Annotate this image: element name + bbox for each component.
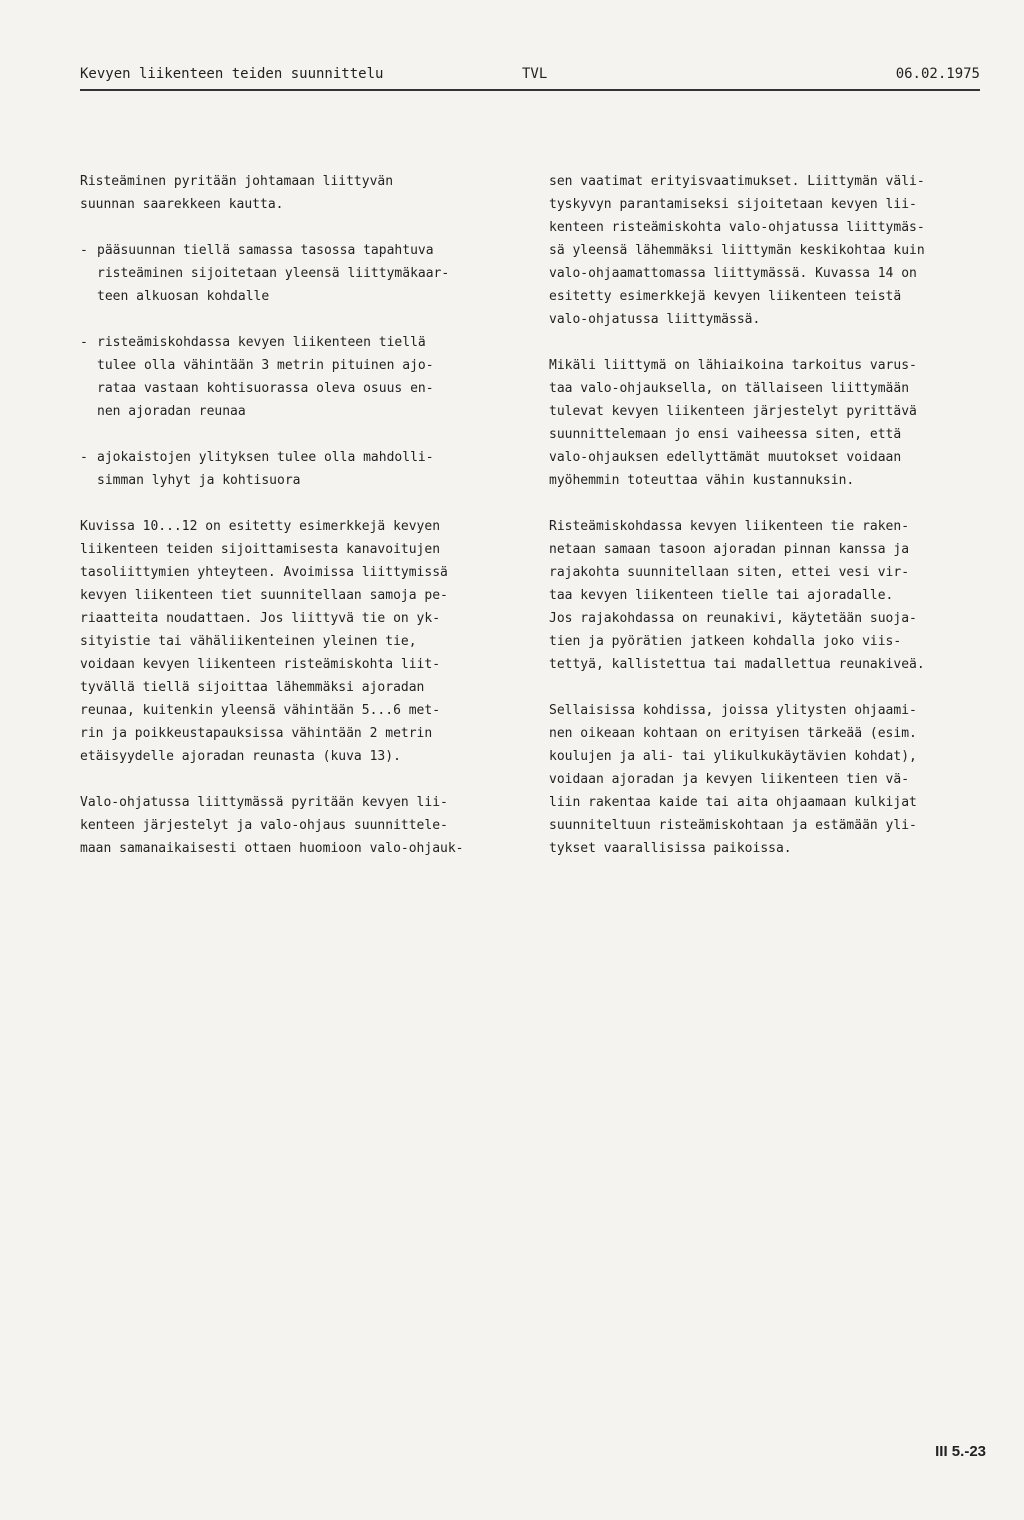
text-line: riaatteita noudattaen. Jos liittyvä tie on yk- <box>80 611 441 626</box>
text-line: risteäminen sijoitetaan yleensä liittymäkaar- <box>97 266 450 281</box>
text-line: nen oikeaan kohtaan on erityisen tärkeää (esim. <box>549 726 917 741</box>
text-line: tasoliittymien yhteyteen. Avoimissa liittymissä <box>80 565 448 580</box>
text-line: tettyä, kallistettua tai madallettua reunakiveä. <box>549 657 925 672</box>
right-column <box>549 170 989 860</box>
body-paragraph <box>549 699 989 860</box>
text-line: tien ja pyörätien jatkeen kohdalla joko viis- <box>549 634 902 649</box>
text-line: reunaa, kuitenkin yleensä vähintään 5...6 met- <box>80 703 441 718</box>
text-line: rajakohta suunnitellaan siten, ettei vesi vir- <box>549 565 910 580</box>
intro-paragraph <box>80 170 520 216</box>
header-date: 06.02.1975 <box>895 66 980 82</box>
body-paragraph <box>549 515 989 676</box>
text-line: Jos rajakohdassa on reunakivi, käytetään suoja- <box>549 611 917 626</box>
text-line: valo-ohjatussa liittymässä. <box>549 312 761 327</box>
text-line: sityistie tai vähäliikenteinen yleinen tie, <box>80 634 417 649</box>
text-line: myöhemmin toteuttaa vähin kustannuksin. <box>549 473 855 488</box>
text-line: tykset vaarallisissa paikoissa. <box>549 841 792 856</box>
text-line: rataa vastaan kohtisuorassa oleva osuus en- <box>97 381 434 396</box>
text-line: simman lyhyt ja kohtisuora <box>97 473 301 488</box>
text-line: teen alkuosan kohdalle <box>97 289 270 304</box>
text-line: esitetty esimerkkejä kevyen liikenteen teistä <box>549 289 902 304</box>
text-line: kevyen liikenteen tiet suunnitellaan samoja pe- <box>80 588 448 603</box>
page-number: III 5.-23 <box>935 1443 986 1460</box>
text-line: liikenteen teiden sijoittamisesta kanavoitujen <box>80 542 441 557</box>
body-paragraph <box>549 170 989 331</box>
text-line: liin rakentaa kaide tai aita ohjaamaan kulkijat <box>549 795 917 810</box>
left-column <box>80 170 520 860</box>
header-organization: TVL <box>522 66 548 82</box>
text-line: Risteäminen pyritään johtamaan liittyvän <box>80 174 394 189</box>
text-line: kenteen järjestelyt ja valo-ohjaus suunnittele- <box>80 818 448 833</box>
text-line: rin ja poikkeustapauksissa vähintään 2 metrin <box>80 726 433 741</box>
text-line: Mikäli liittymä on lähiaikoina tarkoitus varus- <box>549 358 917 373</box>
text-line: pääsuunnan tiellä samassa tasossa tapahtuva <box>97 243 434 258</box>
text-line: kenteen risteämiskohta valo-ohjatussa liittymäs- <box>549 220 925 235</box>
text-line: Kuvissa 10...12 on esitetty esimerkkejä kevyen <box>80 519 441 534</box>
bullet-item <box>80 239 520 308</box>
bullet-dash: - <box>80 450 88 465</box>
text-line: ajokaistojen ylityksen tulee olla mahdolli- <box>97 450 434 465</box>
text-line: Valo-ohjatussa liittymässä pyritään kevyen lii- <box>80 795 448 810</box>
text-line: voidaan ajoradan ja kevyen liikenteen tien vä- <box>549 772 910 787</box>
text-line: etäisyydelle ajoradan reunasta (kuva 13). <box>80 749 401 764</box>
bullet-dash: - <box>80 243 88 258</box>
header-title: Kevyen liikenteen teiden suunnittelu <box>80 66 384 82</box>
text-line: risteämiskohdassa kevyen liikenteen tiellä <box>97 335 426 350</box>
text-line: netaan samaan tasoon ajoradan pinnan kanssa ja <box>549 542 910 557</box>
body-paragraph <box>549 354 989 492</box>
bullet-item <box>80 331 520 423</box>
text-line: maan samanaikaisesti ottaen huomioon valo-ohjauk- <box>80 841 464 856</box>
text-line: tulee olla vähintään 3 metrin pituinen ajo- <box>97 358 434 373</box>
text-line: suunnan saarekkeen kautta. <box>80 197 284 212</box>
body-paragraph <box>80 791 520 860</box>
text-line: suunnittelemaan jo ensi vaiheessa siten, että <box>549 427 902 442</box>
bullet-item <box>80 446 520 492</box>
text-line: Risteämiskohdassa kevyen liikenteen tie raken- <box>549 519 910 534</box>
running-header <box>80 66 980 90</box>
text-line: sä yleensä lähemmäksi liittymän keskikohtaa kuin <box>549 243 925 258</box>
text-line: tyvällä tiellä sijoittaa lähemmäksi ajoradan <box>80 680 425 695</box>
text-line: nen ajoradan reunaa <box>97 404 246 419</box>
text-line: taa kevyen liikenteen tielle tai ajoradalle. <box>549 588 894 603</box>
text-line: voidaan kevyen liikenteen risteämiskohta liit- <box>80 657 441 672</box>
text-line: taa valo-ohjauksella, on tällaiseen liittymään <box>549 381 910 396</box>
header-rule <box>80 89 980 91</box>
bullet-dash: - <box>80 335 88 350</box>
text-line: sen vaatimat erityisvaatimukset. Liittymän väli- <box>549 174 925 189</box>
text-line: suunniteltuun risteämiskohtaan ja estämään yli- <box>549 818 917 833</box>
body-paragraph <box>80 515 520 768</box>
text-line: tyskyvyn parantamiseksi sijoitetaan kevyen lii- <box>549 197 917 212</box>
text-line: Sellaisissa kohdissa, joissa ylitysten ohjaami- <box>549 703 917 718</box>
text-line: valo-ohjauksen edellyttämät muutokset voidaan <box>549 450 902 465</box>
text-line: koulujen ja ali- tai ylikulkukäytävien kohdat), <box>549 749 917 764</box>
text-line: tulevat kevyen liikenteen järjestelyt pyrittävä <box>549 404 917 419</box>
text-line: valo-ohjaamattomassa liittymässä. Kuvassa 14 on <box>549 266 917 281</box>
